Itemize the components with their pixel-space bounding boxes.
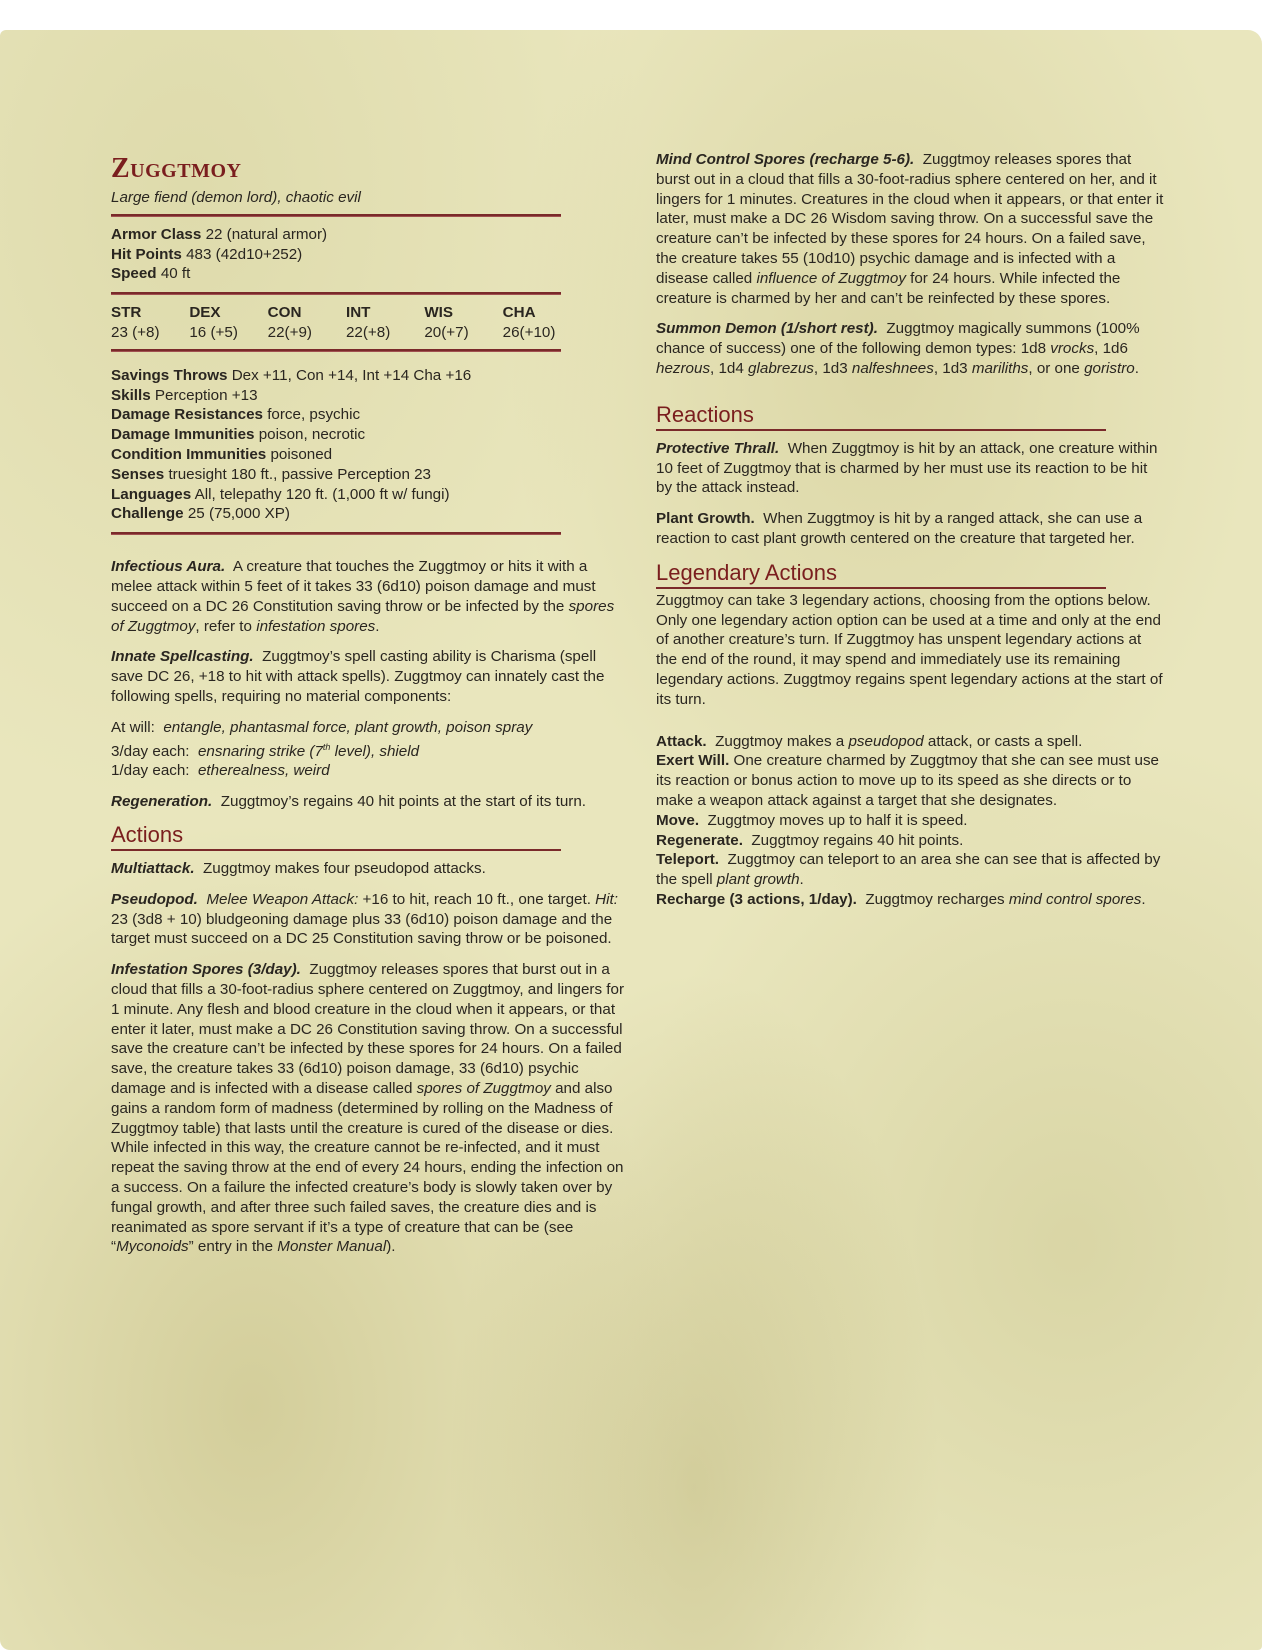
property-condition-immunities: Condition Immunities poisoned [111,445,333,463]
ability-str: STR 23 (+8) [111,304,160,341]
actions-heading: Actions [111,821,184,847]
property-damage-resistances: Damage Resistances force, psychic [111,406,361,424]
legendary-recharge: Recharge (3 actions, 1/day). Zuggtmoy recharges mind control spores. [656,890,1146,908]
armor-class: Armor Class 22 (natural armor) [111,225,328,243]
divider [111,532,561,535]
spells-1-day: 1/day each: etherealness, weird [111,762,330,780]
property-senses: Senses truesight 180 ft., passive Perception 23 [111,465,432,483]
reactions-rule [656,429,1106,431]
trait-infectious-aura: Infectious Aura. A creature that touches the Zuggtmoy or hits it with a melee attack within 5 feet of it takes 33 (6d10) poison damage and must succeed on a DC 26 Constitution saving throw or be infected by the spores of Zuggtmoy, refer to infestation spores. [111,558,615,635]
ability-con: CON 22(+9) [267,304,312,341]
actions-rule [111,849,561,851]
action-summon-demon: Summon Demon (1/short rest). Zuggtmoy magically summons (100% chance of success) one of the following demon types: 1d8 vrocks, 1d6 hezrous, 1d4 glabrezus, 1d3 nalfeshnees, 1d3 mariliths, or one goristro. [656,320,1140,377]
divider [111,349,561,352]
legendary-move: Move. Zuggtmoy moves up to half it is speed. [656,811,968,829]
legendary-actions-rule [656,587,1106,589]
property-languages: Languages All, telepathy 120 ft. (1,000 ft w/ fungi) [111,485,450,503]
spells-at-will: At will: entangle, phantasmal force, plant growth, poison spray [111,718,533,736]
spell-list [111,718,626,781]
property-damage-immunities: Damage Immunities poison, necrotic [111,426,366,444]
legendary-regenerate: Regenerate. Zuggtmoy regains 40 hit points. [656,831,964,849]
legendary-action-list [656,732,1166,910]
divider [111,214,561,217]
spells-3-day: 3/day each: ensnaring strike (7th level), shield [111,741,420,760]
trait-innate-spellcasting: Innate Spellcasting. Zuggtmoy’s spell casting ability is Charisma (spell save DC 26, +18 to hit with attack spells). Zuggtmoy can innately cast the following spells, requiring no material components: [111,648,605,705]
action-infestation-spores: Infestation Spores (3/day). Zuggtmoy releases spores that burst out in a cloud that fills a 30-foot-radius sphere centered on Zuggtmoy, and lingers for 1 minute. Any flesh and blood creature in the cloud when it appears, or that enter it later, must make a DC 26 Constitution saving throw. On a successful save the creature can’t be infected by these spores for 24 hours. On a failed save, the creature takes 33 (6d10) poison damage, 33 (6d10) psychic damage and is infected with a disease called spores of Zuggtmoy and also gains a random form of madness (determined by rolling on the Madness of Zuggtmoy table) that lasts until the creature is cured of the disease or dies. While infected in this way, the creature cannot be re-infected, and it must repeat the saving throw at the end of every 24 hours, ending the infection on a success. On a failure the infected creature’s body is slowly taken over by fungal growth, and after three such failed saves, the creature dies and is reanimated as spore servant if it’s a type of creature that can be (see “Myconoids” entry in the Monster Manual). [111,961,624,1256]
legendary-actions-heading: Legendary Actions [656,559,838,585]
divider [111,292,561,295]
ability-cha: CHA 26(+10) [502,304,556,341]
reactions-heading: Reactions [656,401,754,427]
action-pseudopod: Pseudopod. Melee Weapon Attack: +16 to hit, reach 10 ft., one target. Hit: 23 (3d8 + 10) bludgeoning damage plus 33 (6d10) poison damage and the target must succeed on a DC 25 Constitution saving throw or be poisoned. [111,890,618,948]
action-mind-control-spores: Mind Control Spores (recharge 5-6). Zuggtmoy releases spores that burst out in a cloud that fills a 30-foot-radius sphere centered on her, and it lingers for 1 minutes. Creatures in the cloud when it appears, or that enter it later, must make a DC 26 Wisdom saving throw. On a successful save the creature can’t be infected by these spores for 24 hours. On a failed save, the creature takes 55 (10d10) psychic damage and is infected with a disease called influence of Zuggtmoy for 24 hours. While infected the creature is charmed by her and can’t be reinfected by these spores. [656,151,1164,307]
right-column [656,150,1166,910]
property-saving-throws: Savings Throws Dex +11, Con +14, Int +14 Cha +16 [111,366,472,384]
legendary-teleport: Teleport. Zuggtmoy can teleport to an area she can see that is affected by the spell plant growth. [656,851,1161,889]
ability-wis: WIS 20(+7) [424,304,469,341]
trait-regeneration: Regeneration. Zuggtmoy’s regains 40 hit points at the start of its turn. [111,793,586,811]
hit-points: Hit Points 483 (42d10+252) [111,245,303,263]
creature-subtitle: Large fiend (demon lord), chaotic evil [111,189,361,206]
left-column [111,146,626,1268]
ability-scores [111,303,581,343]
ability-int: INT 22(+8) [345,304,391,341]
reaction-plant-growth: Plant Growth. When Zuggtmoy is hit by a ranged attack, she can use a reaction to cast plant growth centered on the creature that targeted her. [656,510,1143,547]
action-multiattack: Multiattack. Zuggtmoy makes four pseudopod attacks. [111,859,486,877]
legendary-attack: Attack. Zuggtmoy makes a pseudopod attack, or casts a spell. [656,732,1083,750]
legendary-exert-will: Exert Will. One creature charmed by Zuggtmoy that she can see must use its reaction or bonus action to move up to its speed as she directs or to make a weapon attack against a target that she designates. [656,752,1159,809]
creature-name: Zuggtmoy [111,153,242,184]
property-skills: Skills Perception +13 [111,386,258,404]
reaction-protective-thrall: Protective Thrall. When Zuggtmoy is hit by an attack, one creature within 10 feet of Zuggtmoy that is charmed by her must use its reaction to be hit by the attack instead. [656,439,1158,497]
ability-dex: DEX 16 (+5) [189,304,238,341]
legendary-intro: Zuggtmoy can take 3 legendary actions, choosing from the options below. Only one legendary action option can be used at a time and only at the end of another creature’s turn. If Zuggtmoy has unspent legendary actions at the end of the round, it may spend and immediately use its remaining legendary actions. Zuggtmoy regains spent legendary actions at the start of its turn. [656,591,1163,708]
speed: Speed 40 ft [111,265,191,283]
property-challenge: Challenge 25 (75,000 XP) [111,505,290,523]
